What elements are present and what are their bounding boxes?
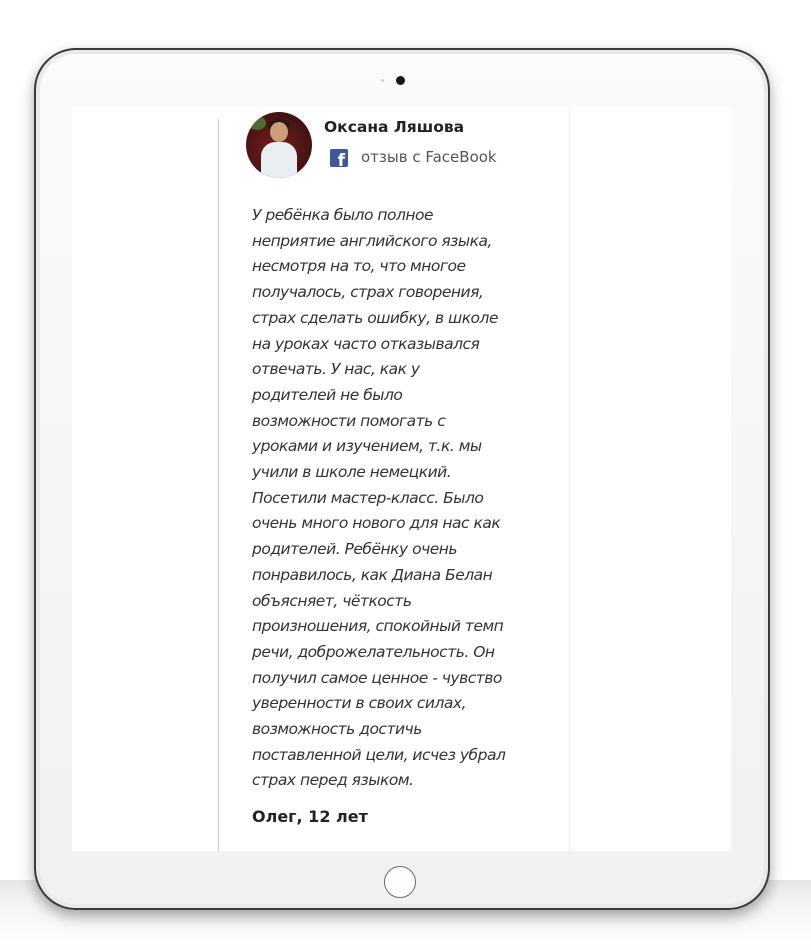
review-signature: Олег, 12 лет <box>252 807 368 826</box>
tablet-screen <box>72 107 731 851</box>
column-divider-right <box>569 107 570 851</box>
home-button[interactable] <box>384 866 416 898</box>
tablet-sensor <box>381 79 384 82</box>
author-name: Оксана Ляшова <box>324 118 465 136</box>
tablet-camera <box>396 76 405 85</box>
review-source-label: отзыв с FaceBook <box>361 148 497 166</box>
column-divider-left <box>218 119 219 851</box>
avatar <box>246 112 312 178</box>
review-text: У ребёнка было полное неприятие английского языка, несмотря на то, что многое получалось, страх говорения, страх сделать ошибку, в школе на уроках часто отказывался отвечать. У нас, как у родителей не было возможности помогать с уроками и изучением, т.к. мы учили в школе немецкий. Посетили мастер-класс. Было очень много нового для нас как родителей. Ребёнку очень понравилось, как Диана Белан объясняет, чёткость произношения, спокойный темп речи, доброжелательность. Он получил самое ценное - чувство уверенности в своих силах, возможность достичь поставленной цели, исчез убрал страх перед языком. <box>252 206 506 790</box>
facebook-icon: f <box>330 149 348 167</box>
